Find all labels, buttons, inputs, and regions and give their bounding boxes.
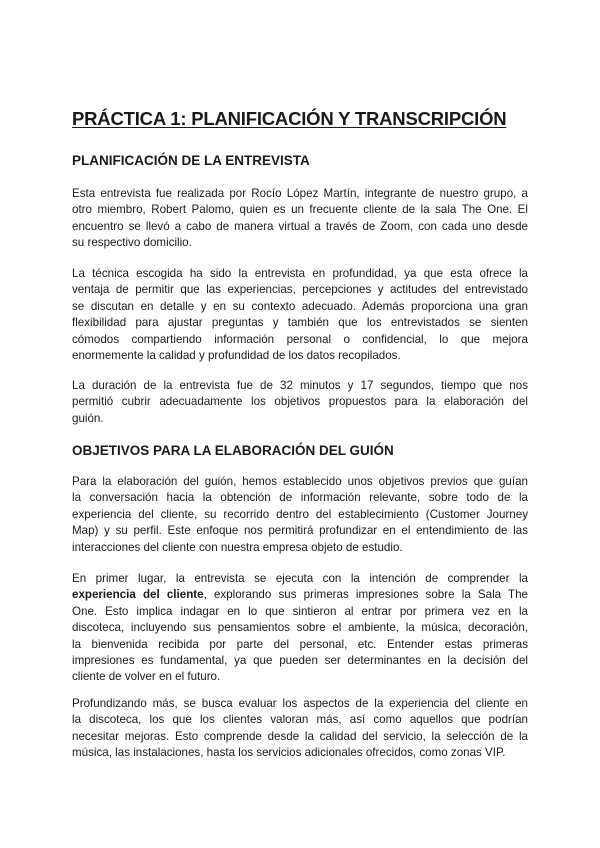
paragraph-line: cómodos compartiendo información personal o confidencial, lo que mejora bbox=[72, 332, 528, 346]
paragraph-line: experiencia del cliente, su recorrido dentro del establecimiento (Customer Journey bbox=[72, 507, 528, 521]
paragraph-line: encuentro se llevó a cabo de manera virtual a través de Zoom, con cada uno desde bbox=[72, 219, 528, 233]
paragraph-line-rest: , explorando sus primeras impresiones sobre la Sala The bbox=[203, 588, 528, 602]
paragraph-line: discoteca, incluyendo sus pensamientos sobre el ambiente, la música, decoración, bbox=[72, 621, 528, 635]
paragraph-line: One. Esto implica indagar en lo que sintieron al entrar por primera vez en la bbox=[72, 604, 528, 618]
section-heading-objetivos: OBJETIVOS PARA LA ELABORACIÓN DEL GUIÓN bbox=[72, 443, 394, 458]
paragraph-tecnica bbox=[72, 266, 528, 364]
paragraph-line: Para la elaboración del guión, hemos establecido unos objetivos previos que guían bbox=[72, 475, 528, 488]
paragraph-line: Profundizando más, se busca evaluar los aspectos de la experiencia del cliente en bbox=[72, 697, 528, 710]
paragraph-primer-lugar bbox=[72, 571, 528, 686]
paragraph-duracion bbox=[72, 378, 528, 427]
paragraph-intro bbox=[72, 186, 528, 252]
paragraph-profundizando bbox=[72, 696, 528, 762]
paragraph-line: La duración de la entrevista fue de 32 minutos y 17 segundos, tiempo que nos bbox=[72, 379, 528, 392]
paragraph-line: flexibilidad para ajustar preguntas y también que los entrevistados se sienten bbox=[72, 316, 528, 330]
paragraph-line: enormemente la calidad y profundidad de los datos recopilados. bbox=[72, 348, 401, 362]
paragraph-line: ventaja de permitir que las experiencias, percepciones y actitudes del entrevistado bbox=[72, 283, 528, 297]
paragraph-line: otro miembro, Robert Palomo, quien es un frecuente cliente de la sala The One. El bbox=[72, 203, 528, 217]
paragraph-line bbox=[72, 587, 528, 603]
paragraph-line: permitió cubrir adecuadamente los objetivos propuestos para la elaboración del bbox=[72, 395, 528, 409]
paragraph-line: necesitar mejoras. Esto comprende desde la calidad del servicio, la selección de la bbox=[72, 729, 528, 743]
emphasis-experiencia-cliente: experiencia del cliente bbox=[72, 588, 204, 602]
paragraph-objetivos bbox=[72, 474, 528, 556]
paragraph-line: La técnica escogida ha sido la entrevista en profundidad, ya que esta ofrece la bbox=[72, 267, 528, 280]
paragraph-line: se discutan en detalle y en su contexto adecuado. Además proporciona una gran bbox=[72, 299, 528, 313]
paragraph-line: En primer lugar, la entrevista se ejecuta con la intención de comprender la bbox=[72, 572, 528, 585]
page-title: PRÁCTICA 1: PLANIFICACIÓN Y TRANSCRIPCIÓN bbox=[72, 108, 507, 129]
paragraph-line: la conversación hacia la obtención de información relevante, sobre todo de la bbox=[72, 491, 528, 505]
paragraph-line: la bienvenida recibida por parte del personal, etc. Entender estas primeras bbox=[72, 637, 528, 651]
section-heading-planificacion: PLANIFICACIÓN DE LA ENTREVISTA bbox=[72, 153, 310, 168]
paragraph-line: la discoteca, los que los clientes valoran más, así como aquellos que podrían bbox=[72, 713, 528, 727]
paragraph-line: impresiones es fundamental, ya que pueden ser determinantes en la decisión del bbox=[72, 653, 528, 667]
paragraph-line: Esta entrevista fue realizada por Rocío López Martín, integrante de nuestro grupo, a bbox=[72, 187, 528, 200]
paragraph-line: Map) y su perfil. Este enfoque nos permitirá profundizar en el entendimiento de las bbox=[72, 524, 528, 538]
paragraph-line: cliente de volver en el futuro. bbox=[72, 670, 221, 684]
paragraph-line: música, las instalaciones, hasta los servicios adicionales ofrecidos, como zonas VIP. bbox=[72, 746, 506, 760]
paragraph-line: interacciones del cliente con nuestra empresa objeto de estudio. bbox=[72, 540, 403, 554]
paragraph-line: su respectivo domicilio. bbox=[72, 236, 192, 250]
paragraph-line: guión. bbox=[72, 411, 104, 425]
